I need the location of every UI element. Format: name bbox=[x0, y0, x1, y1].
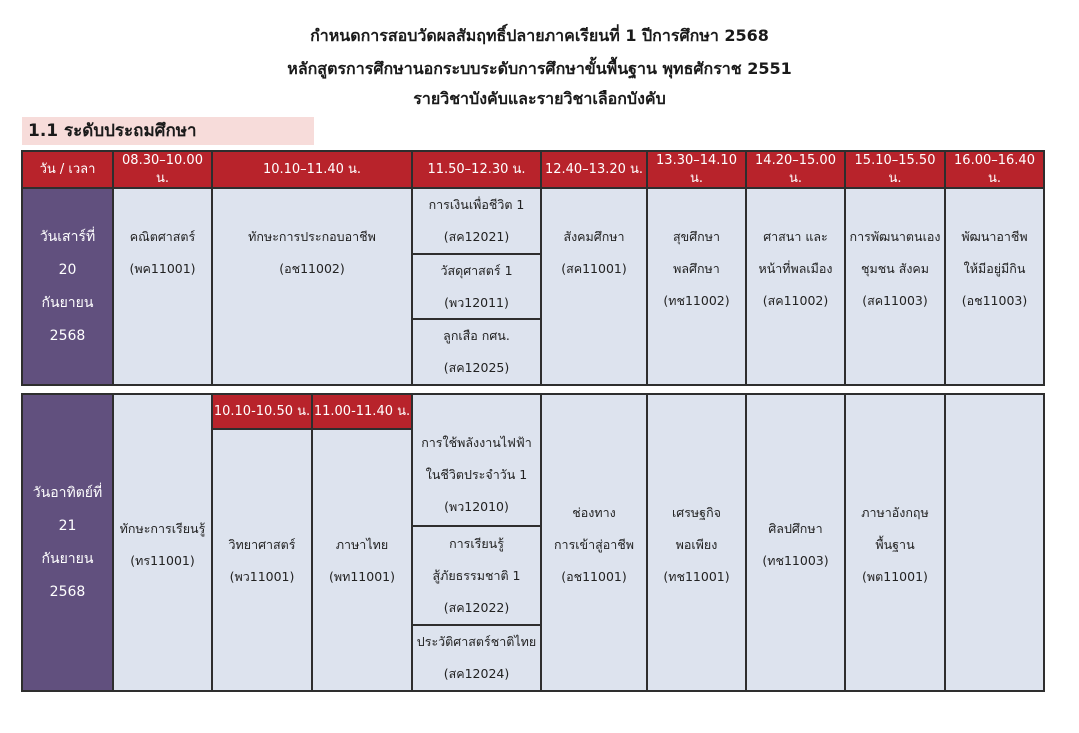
subject-name: คณิตศาสตร์ bbox=[129, 229, 196, 244]
subject-code: (สค11002) bbox=[762, 293, 829, 308]
header-slot-8: 16.00–16.40 น. bbox=[946, 152, 1043, 187]
subject-code: (พท11001) bbox=[329, 569, 395, 584]
subject-name: การเงินเพื่อชีวิต 1 bbox=[428, 197, 525, 212]
sun-subject-slot-3b bbox=[413, 527, 540, 624]
section-heading: 1.1 ระดับประถมศึกษา bbox=[22, 117, 314, 145]
subject-name: ในชีวิตประจำวัน 1 bbox=[425, 467, 528, 482]
subject-code: (ทช11003) bbox=[762, 552, 829, 568]
subject-name: ศาสนา และ bbox=[763, 229, 828, 244]
sun-subject-slot-2b bbox=[313, 430, 411, 690]
subject-code: (สค11001) bbox=[561, 261, 627, 276]
header-slot-7: 15.10–15.50 น. bbox=[846, 152, 944, 187]
subject-name: วิทยาศาสตร์ bbox=[228, 537, 296, 552]
sat-subject-slot-4 bbox=[542, 189, 646, 384]
subject-code: (สค12024) bbox=[443, 666, 510, 681]
title-line-3: รายวิชาบังคับและรายวิชาเลือกบังคับ bbox=[413, 89, 666, 108]
subject-code: (พว11001) bbox=[229, 569, 295, 584]
subject-code: (สค12025) bbox=[443, 360, 510, 375]
day-label-line: 21 bbox=[58, 517, 77, 534]
subject-name: ทักษะการเรียนรู้ bbox=[119, 520, 206, 536]
header-slot-2: 10.10–11.40 น. bbox=[213, 152, 411, 187]
subject-name: ช่องทาง bbox=[572, 504, 616, 520]
header-slot-3: 11.50–12.30 น. bbox=[413, 152, 540, 187]
day-label-line: วันเสาร์ที่ bbox=[39, 228, 96, 245]
subject-name: การเรียนรู้ bbox=[449, 535, 504, 551]
sat-subject-slot-8 bbox=[946, 189, 1043, 384]
subject-code: (ทช11001) bbox=[663, 568, 730, 584]
sat-subject-slot-3c bbox=[413, 320, 540, 384]
sat-subject-slot-7 bbox=[846, 189, 944, 384]
sun-subject-slot-2a bbox=[213, 430, 311, 690]
subject-name: การเข้าสู่อาชีพ bbox=[553, 536, 635, 552]
subject-name: สู้ภัยธรรมชาติ 1 bbox=[432, 567, 521, 583]
day-label-sunday bbox=[23, 395, 112, 690]
subject-code: (อช11003) bbox=[961, 293, 1028, 308]
sun-subject-slot-3c bbox=[413, 626, 540, 690]
day-label-line: กันยายน bbox=[41, 294, 94, 311]
sat-subject-slot-3b bbox=[413, 255, 540, 318]
header-day-time: วัน / เวลา bbox=[23, 152, 112, 187]
day-label-line: 2568 bbox=[49, 583, 86, 600]
day-label-line: 2568 bbox=[49, 327, 86, 344]
subject-name: สุขศึกษา bbox=[673, 229, 720, 244]
subject-name: หน้าที่พลเมือง bbox=[758, 261, 833, 276]
sun-subject-slot-4 bbox=[542, 395, 646, 690]
subject-name: พอเพียง bbox=[675, 536, 718, 552]
sun-subject-slot-1 bbox=[114, 395, 211, 690]
subject-code: (อช11001) bbox=[561, 568, 627, 584]
title-line-2: หลักสูตรการศึกษานอกระบบระดับการศึกษาขั้นพื้นฐาน พุทธศักราช 2551 bbox=[287, 59, 792, 78]
sun-subject-slot-3a bbox=[413, 395, 540, 525]
title-line-1: กำหนดการสอบวัดผลสัมฤทธิ์ปลายภาคเรียนที่ 1 ปีการศึกษา 2568 bbox=[310, 26, 769, 45]
header-slot-6: 14.20–15.00 น. bbox=[747, 152, 844, 187]
sub-header-slot-2a: 10.10-10.50 น. bbox=[213, 395, 311, 428]
subject-code: (อช11002) bbox=[279, 261, 345, 276]
header-slot-4: 12.40–13.20 น. bbox=[542, 152, 646, 187]
subject-name: สังคมศึกษา bbox=[563, 229, 625, 244]
subject-name: พลศึกษา bbox=[673, 261, 720, 276]
subject-name: การพัฒนาตนเอง bbox=[849, 229, 941, 244]
subject-name: ประวัติศาสตร์ชาติไทย bbox=[416, 634, 537, 649]
sat-subject-slot-1 bbox=[114, 189, 211, 384]
subject-name: วัสดุศาสตร์ 1 bbox=[440, 262, 513, 278]
sat-subject-slot-3a bbox=[413, 189, 540, 253]
sat-subject-slot-6 bbox=[747, 189, 844, 384]
subject-code: (พต11001) bbox=[862, 568, 928, 584]
day-label-line: 20 bbox=[58, 261, 77, 278]
sat-subject-slot-2 bbox=[213, 189, 411, 384]
sun-subject-slot-8-empty bbox=[946, 395, 1043, 690]
sun-subject-slot-6 bbox=[747, 395, 844, 690]
subject-code: (พค11001) bbox=[129, 261, 196, 276]
subject-code: (พว12011) bbox=[444, 294, 509, 310]
subject-code: (สค12021) bbox=[443, 229, 510, 244]
subject-name: ให้มีอยู่มีกิน bbox=[963, 261, 1026, 276]
subject-name: ลูกเสือ กศน. bbox=[443, 328, 510, 343]
sub-header-slot-2b: 11.00-11.40 น. bbox=[313, 395, 411, 428]
header-slot-1: 08.30–10.00 น. bbox=[114, 152, 211, 187]
sun-subject-slot-7 bbox=[846, 395, 944, 690]
subject-code: (ทร11001) bbox=[130, 552, 195, 568]
subject-name: ภาษาอังกฤษ bbox=[861, 504, 929, 520]
subject-name: เศรษฐกิจ bbox=[672, 504, 721, 520]
day-label-line: กันยายน bbox=[41, 550, 94, 567]
subject-code: (ทช11002) bbox=[663, 293, 730, 308]
subject-name: ทักษะการประกอบอาชีพ bbox=[248, 229, 376, 244]
subject-name: ศิลปศึกษา bbox=[768, 520, 823, 536]
subject-name: ภาษาไทย bbox=[335, 537, 389, 552]
subject-code: (พว12010) bbox=[444, 499, 509, 514]
subject-name: พื้นฐาน bbox=[875, 536, 915, 552]
sat-subject-slot-5 bbox=[648, 189, 745, 384]
subject-code: (สค12022) bbox=[443, 599, 510, 615]
subject-code: (สค11003) bbox=[862, 293, 928, 308]
sun-subject-slot-5 bbox=[648, 395, 745, 690]
subject-name: พัฒนาอาชีพ bbox=[961, 229, 1028, 244]
subject-name: การใช้พลังงานไฟฟ้า bbox=[421, 435, 532, 450]
day-label-line: วันอาทิตย์ที่ bbox=[32, 484, 103, 501]
day-label-saturday bbox=[23, 189, 112, 384]
header-slot-5: 13.30–14.10 น. bbox=[648, 152, 745, 187]
subject-name: ชุมชน สังคม bbox=[860, 261, 930, 276]
